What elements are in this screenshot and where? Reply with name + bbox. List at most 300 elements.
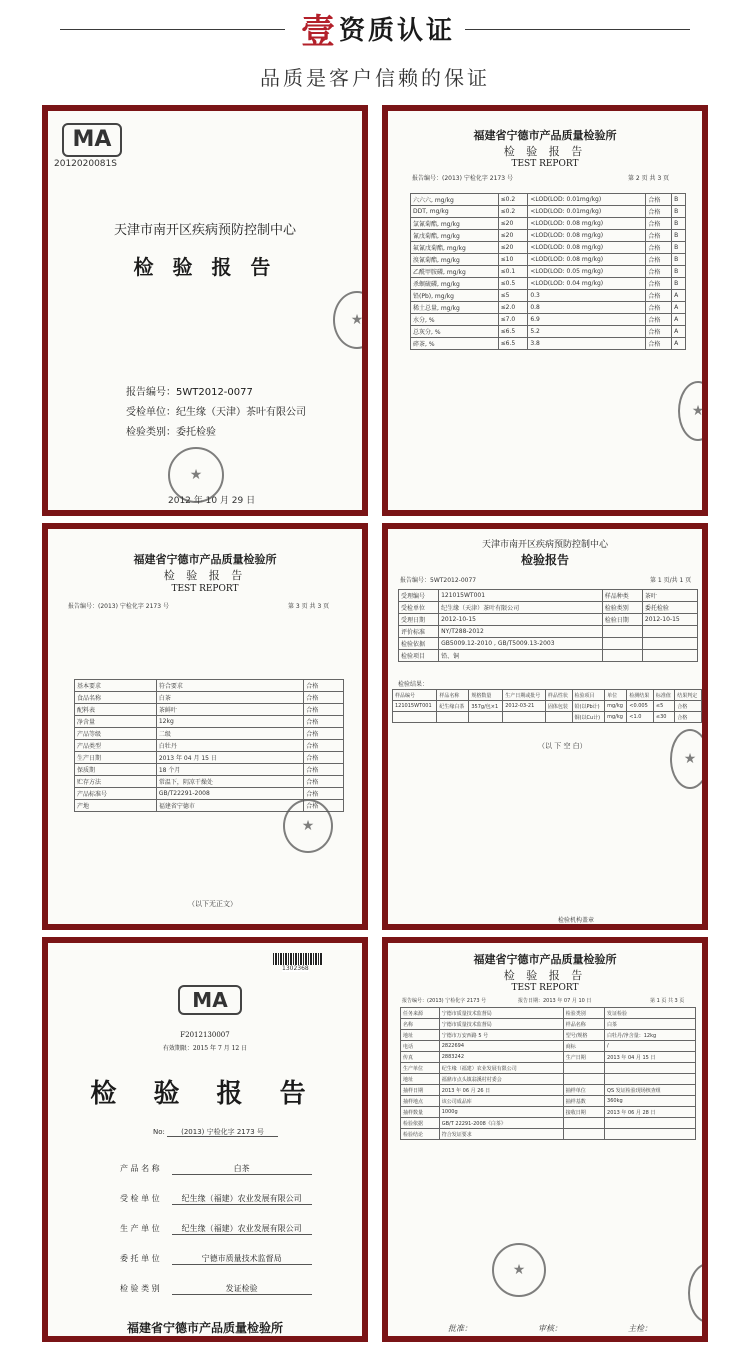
sample-info-table [398,589,698,662]
table-cell: 121015WT001 [439,590,603,602]
signature-label: 主检： [628,1324,652,1333]
table-cell: 纪生缘白茶 [437,701,469,712]
table-cell: 2013 年 04 月 15 日 [605,1052,696,1063]
report-date: 报告日期：2013 年 07 月 10 日 [518,998,592,1004]
table-cell: 产品类型 [75,740,157,752]
table-cell: ≤10 [498,254,528,266]
table-cell [563,1129,604,1140]
table-cell: <LOD(LOD: 0.01mg/kg) [528,194,646,206]
section-title [298,8,458,52]
table-row [399,626,698,638]
issuing-org: 福建省宁德市产品质量检验所 [473,953,617,966]
table-cell: / [605,1041,696,1052]
table-row [411,314,686,326]
table-cell: 单位 [605,690,627,701]
table-row [401,1085,696,1096]
edge-seal-icon [333,291,362,349]
table-cell: 合格 [646,326,672,338]
table-cell: 铅(Pb), mg/kg [411,290,499,302]
field-label: 产 品 名 称 [120,1164,160,1173]
table-row [75,680,344,692]
table-cell: 2012-03-21 [503,701,546,712]
table-cell: 2013 年 06 月 28 日 [605,1107,696,1118]
official-seal-icon [283,799,333,853]
table-cell: 121015WT001 [393,701,437,712]
table-cell [605,1129,696,1140]
section-title-text: 资质认证 [338,15,455,46]
table-cell [642,650,697,662]
barcode-number: 1302368 [282,965,309,972]
certificate-frame-2 [382,105,708,516]
table-cell: B [672,278,686,290]
cover-field [120,1253,312,1265]
table-cell: 检验依据 [399,638,439,650]
table-cell: 白牡丹/净含量：12kg [605,1030,696,1041]
table-cell: 白茶 [156,692,303,704]
field-value: 白茶 [172,1163,312,1175]
table-row [411,326,686,338]
table-row [75,716,344,728]
table-cell: 检验项目 [399,650,439,662]
table-cell: 抽样数量 [401,1107,440,1118]
issuing-org: 天津市南开区疾病预防控制中心 [113,223,296,238]
table-cell: 12kg [156,716,303,728]
table-cell: A [672,326,686,338]
table-cell: <LOD(LOD: 0.04 mg/kg) [528,278,646,290]
table-row [411,266,686,278]
table-row [411,338,686,350]
page-indicator: 第 1 页/共 1 页 [650,577,692,584]
table-cell [437,712,469,723]
header-rule-right [465,29,690,30]
table-cell [605,1074,696,1085]
table-cell: GB/T22291-2008 [156,788,303,800]
table-cell: B [672,266,686,278]
table-cell: 铅(以Pb计) [572,701,605,712]
report-cover-tianjin [48,111,362,510]
results-table [392,689,702,723]
test-report-page-2 [388,111,702,510]
table-cell: <LOD(LOD: 0.08 mg/kg) [528,242,646,254]
table-cell: 食品名称 [75,692,157,704]
table-row [401,1008,696,1019]
table-cell: 该公司成品库 [439,1096,563,1107]
table-cell: 2013 年 04 月 15 日 [156,752,303,764]
table-cell [642,626,697,638]
table-row [401,1096,696,1107]
table-cell: 合格 [646,266,672,278]
table-cell [469,712,503,723]
table-cell: 二级 [156,728,303,740]
table-cell: 发证检验 [605,1008,696,1019]
header-rule-left [60,29,285,30]
table-cell: 氟氰戊菊酯, mg/kg [411,242,499,254]
table-cell: ≤5 [498,290,528,302]
table-cell: ≤20 [498,218,528,230]
table-cell: 合格 [646,278,672,290]
table-cell: <1.0 [627,712,654,723]
table-row [411,242,686,254]
report-title: 检验报告 [520,553,569,567]
report-number: No: (2013) 宁检化字 2173 号 [153,1127,278,1137]
table-row [399,602,698,614]
entrusted-unit-field: 受检单位：纪生缘（天津）茶叶有限公司 [126,407,306,418]
table-cell: B [672,254,686,266]
table-cell: DDT, mg/kg [411,206,499,218]
table-cell: 检验日期 [602,614,642,626]
table-cell: <LOD(LOD: 0.08 mg/kg) [528,254,646,266]
report-title: 检 验 报 告 [163,569,247,582]
table-cell: 任务来源 [401,1008,440,1019]
table-row [393,712,702,723]
table-cell: 委托检验 [642,602,697,614]
table-row [411,278,686,290]
field-value: 宁德市质量技术监督局 [172,1253,312,1265]
table-row [399,650,698,662]
table-row [393,701,702,712]
table-cell: ≤0.2 [498,194,528,206]
table-cell: ≤0.5 [498,278,528,290]
field-label: 受 检 单 位 [120,1194,160,1203]
table-cell: A [672,338,686,350]
table-cell: B [672,242,686,254]
issuing-org: 福建省宁德市产品质量检验所 [473,129,617,142]
table-cell: 合格 [304,764,344,776]
table-cell: 氯氰菊酯, mg/kg [411,218,499,230]
test-report-page-3 [48,529,362,924]
test-report-tianjin [388,529,702,924]
table-cell: 总灰分, % [411,326,499,338]
table-cell: 检验依据 [401,1118,440,1129]
table-cell: 受理编号 [399,590,439,602]
table-cell: 抽样日期 [401,1085,440,1096]
table-row [401,1030,696,1041]
table-cell: ≤7.0 [498,314,528,326]
field-value: 发证检验 [172,1283,312,1295]
table-cell [602,650,642,662]
seal-caption: 检验机构盖章 [558,917,595,924]
table-cell: 铅、铜 [439,650,603,662]
table-cell: 六六六, mg/kg [411,194,499,206]
page-indicator: 第 3 页 共 3 页 [288,603,330,610]
inspection-type-field: 检验类别：委托检验 [126,427,216,438]
table-row [75,752,344,764]
table-cell: 合格 [646,338,672,350]
cma-logo-icon: MA [62,123,122,157]
report-cover-ningde [48,943,362,1336]
report-en-title: TEST REPORT [511,159,579,169]
table-cell: 溴氰菊酯, mg/kg [411,254,499,266]
table-cell: 2013 年 06 月 26 日 [439,1085,563,1096]
table-cell: 地址 [401,1074,440,1085]
table-cell: GB5009.12-2010 , GB/T5009.13-2003 [439,638,603,650]
field-label: 检 验 类 别 [120,1284,160,1293]
table-cell: 合格 [646,206,672,218]
table-row [411,218,686,230]
table-cell: 名称 [401,1019,440,1030]
table-cell: 合格 [646,218,672,230]
table-row [393,690,702,701]
page-indicator: 第 1 页 共 3 页 [650,998,685,1004]
table-cell: 合格 [304,680,344,692]
report-title: 检 验 报 告 [503,969,587,982]
table-cell: 合格 [304,752,344,764]
table-cell: 茶鲜叶 [156,704,303,716]
table-cell: 评价标准 [399,626,439,638]
table-cell: 纪生缘（天津）茶叶有限公司 [439,602,603,614]
table-cell: 配料表 [75,704,157,716]
table-cell: 传真 [401,1052,440,1063]
report-title: 检 验 报 告 [133,255,277,279]
table-cell: 保质期 [75,764,157,776]
table-cell: 合格 [304,704,344,716]
table-cell: 样品性状 [545,690,572,701]
report-en-title: TEST REPORT [171,584,239,594]
results-label: 检验结果： [398,681,429,688]
table-cell: 抽样基数 [563,1096,604,1107]
table-cell: 2883242 [439,1052,563,1063]
valid-until: 有效期限：2015 年 7 月 12 日 [162,1045,248,1052]
table-row [401,1041,696,1052]
table-cell: GB/T 22291-2008《白茶》 [439,1118,563,1129]
report-title: 检 验 报 告 [503,145,587,158]
table-cell: ≤20 [498,230,528,242]
table-cell: <LOD(LOD: 0.08 mg/kg) [528,218,646,230]
table-cell: A [672,302,686,314]
table-row [411,206,686,218]
table-row [399,638,698,650]
table-row [401,1063,696,1074]
table-cell [545,712,572,723]
table-cell: 氰戊菊酯, mg/kg [411,230,499,242]
table-cell: <0.005 [627,701,654,712]
report-info-table [400,1007,696,1140]
table-cell [605,1063,696,1074]
table-cell: 符合要求 [156,680,303,692]
table-cell: 样品名称 [437,690,469,701]
table-cell: 抽样单位 [563,1085,604,1096]
results-table [410,193,686,350]
table-cell [605,1118,696,1129]
table-cell: 合格 [646,230,672,242]
edge-seal-icon [670,729,702,789]
table-cell: 合格 [646,254,672,266]
report-ref: 报告编号：(2013) 宁检化字 2173 号 [402,998,487,1004]
table-cell: 纪生缘（福建）农业发展有限公司 [439,1063,563,1074]
table-row [411,254,686,266]
field-value: 纪生缘（福建）农业发展有限公司 [172,1193,312,1205]
table-cell: 18 个月 [156,764,303,776]
table-row [75,728,344,740]
table-cell: A [672,290,686,302]
table-cell: 受检单位 [399,602,439,614]
table-cell: 宁德市万安西路 5 号 [439,1030,563,1041]
table-cell: 合格 [304,716,344,728]
table-row [75,704,344,716]
table-cell: 检测结果 [627,690,654,701]
table-row [401,1118,696,1129]
table-cell: 稀土总量, mg/kg [411,302,499,314]
table-cell: 合格 [675,701,702,712]
table-cell: 2822694 [439,1041,563,1052]
table-cell: 地址 [401,1030,440,1041]
page-indicator: 第 2 页 共 3 页 [628,175,670,182]
table-cell: QS 发证检验现场核查组 [605,1085,696,1096]
table-cell: 合格 [646,290,672,302]
table-cell: 结果判定 [675,690,702,701]
table-cell: A [672,314,686,326]
test-report-page-1 [388,943,702,1336]
cover-field [120,1193,312,1205]
table-cell [393,712,437,723]
cover-field [120,1223,312,1235]
table-cell: 电话 [401,1041,440,1052]
table-row [411,194,686,206]
table-cell: ≤0.2 [498,206,528,218]
report-date: 2012 年 10 月 29 日 [168,496,256,506]
table-cell: 基本要求 [75,680,157,692]
table-cell [642,638,697,650]
table-row [401,1052,696,1063]
certificate-frame-5 [42,937,368,1342]
cma-logo-icon: MA [178,985,242,1015]
barcode-icon [273,953,323,965]
field-value: 纪生缘（福建）农业发展有限公司 [172,1223,312,1235]
table-cell: 符合发证要求 [439,1129,563,1140]
certificate-frame-1 [42,105,368,516]
table-cell: 产品等级 [75,728,157,740]
table-cell: 生产日期 [563,1052,604,1063]
field-label: 生 产 单 位 [120,1224,160,1233]
table-row [401,1129,696,1140]
table-cell: <LOD(LOD: 0.05 mg/kg) [528,266,646,278]
table-cell: 抽样地点 [401,1096,440,1107]
signature-label: 批准： [448,1324,472,1333]
table-cell: 2012-10-15 [642,614,697,626]
table-cell: 型号/规格 [563,1030,604,1041]
table-cell [602,626,642,638]
table-cell: 杀螟硫磷, mg/kg [411,278,499,290]
table-cell: 合格 [675,712,702,723]
table-cell: 6.9 [528,314,646,326]
table-row [401,1107,696,1118]
table-cell: ≤6.5 [498,338,528,350]
table-cell: 检验项目 [572,690,605,701]
table-cell: 样品编号 [393,690,437,701]
table-cell: NY/T288-2012 [439,626,603,638]
table-cell: 乙酰甲胺磷, mg/kg [411,266,499,278]
table-cell: ≤6.5 [498,326,528,338]
table-cell: 合格 [304,692,344,704]
table-cell: 产品标准号 [75,788,157,800]
table-cell: ≤0.1 [498,266,528,278]
table-cell: B [672,230,686,242]
table-cell: B [672,194,686,206]
table-row [75,692,344,704]
table-cell: 检验类别 [563,1008,604,1019]
cover-field [120,1163,312,1175]
table-cell: 合格 [304,728,344,740]
table-cell: ≤30 [653,712,674,723]
table-row [411,302,686,314]
report-ref: 报告编号：(2013) 宁检化字 2173 号 [412,175,513,182]
table-cell: 接收日期 [563,1107,604,1118]
edge-seal-icon [678,381,702,441]
table-cell: 商标 [563,1041,604,1052]
end-of-text: （以下无正文） [188,900,237,908]
table-cell: B [672,218,686,230]
table-cell [563,1074,604,1085]
report-title: 检 验 报 告 [90,1079,320,1109]
table-cell: 357g/包×1 [469,701,503,712]
table-cell: 2012-10-15 [439,614,603,626]
field-label: 委 托 单 位 [120,1254,160,1263]
table-cell: 产地 [75,800,157,812]
table-cell: 生产单位 [401,1063,440,1074]
table-cell: 宁德市质量技术监督局 [439,1008,563,1019]
table-cell: 固体包装 [545,701,572,712]
table-row [75,776,344,788]
table-cell: 宁德市质量技术监督局 [439,1019,563,1030]
certificate-frame-4 [382,523,708,930]
table-cell: 茶叶 [642,590,697,602]
table-cell: 5.2 [528,326,646,338]
table-cell: 0.3 [528,290,646,302]
table-cell: 合格 [646,242,672,254]
table-cell: 1000g [439,1107,563,1118]
section-subtitle: 品质是客户信赖的保证 [260,66,490,90]
table-row [75,788,344,800]
table-row [399,590,698,602]
report-ref: 报告编号：(2013) 宁检化字 2173 号 [68,603,169,610]
table-cell: 白牡丹 [156,740,303,752]
edge-seal-icon [688,1263,702,1323]
issuing-org: 福建省宁德市产品质量检验所 [133,553,277,566]
table-cell: 检验类别 [602,602,642,614]
table-cell: 3.8 [528,338,646,350]
cover-field [120,1283,312,1295]
table-cell: <LOD(LOD: 0.01mg/kg) [528,206,646,218]
table-cell [563,1063,604,1074]
issuing-org: 天津市南开区疾病预防控制中心 [481,540,608,550]
report-en-title: TEST REPORT [511,983,579,993]
table-cell: 样品种类 [602,590,642,602]
table-cell: 标准值 [653,690,674,701]
table-cell: 合格 [304,776,344,788]
table-cell: 合格 [646,194,672,206]
table-row [75,740,344,752]
table-cell: 合格 [646,302,672,314]
table-cell: mg/kg [605,712,627,723]
table-cell: mg/kg [605,701,627,712]
table-cell: 0.8 [528,302,646,314]
table-cell: 福鼎市点头镇翁溪村村委会 [439,1074,563,1085]
table-cell: 合格 [646,314,672,326]
table-cell: 受理日期 [399,614,439,626]
table-cell: 碎茶, % [411,338,499,350]
table-cell: 贮存方法 [75,776,157,788]
cert-number: 2012020081S [54,159,117,169]
report-number: 报告编号：5WT2012-0077 [400,577,477,584]
table-row [411,290,686,302]
certificate-frame-3 [42,523,368,930]
table-cell: 白茶 [605,1019,696,1030]
section-header [0,0,750,110]
table-cell: ≤2.0 [498,302,528,314]
table-row [75,764,344,776]
table-row [401,1019,696,1030]
table-cell: B [672,206,686,218]
